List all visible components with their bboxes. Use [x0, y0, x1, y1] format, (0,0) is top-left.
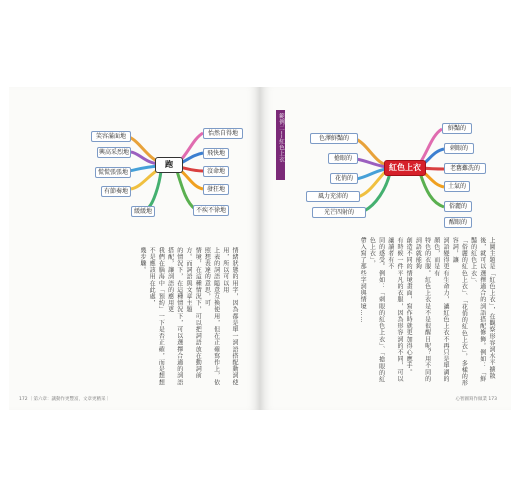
mindmap-node: 笑容滿面地	[91, 131, 131, 142]
mindmap-node: 飛快地	[203, 148, 229, 159]
mindmap-node: 不疾不徐地	[193, 205, 229, 216]
mindmap-node: 土氣的	[444, 181, 470, 192]
mindmap-node: 花俏的	[330, 173, 358, 184]
mindmap-node: 怡然自得地	[203, 128, 243, 139]
text-column: 的情況下，在這種情況下，可以選擇合適的詞語搭配，讓詞語的應用更	[166, 247, 183, 386]
text-column: 後，就可以選擇適合的詞語搭配修飾。例如：「鮮豔的紅色上衣」、	[469, 237, 486, 383]
text-column: 幾步驟。	[138, 247, 146, 274]
text-column: 上圖主題是「紅色上衣」，在觀察形容詞水平擴散	[488, 237, 495, 380]
mindmap-node: 興高采烈地	[98, 149, 129, 156]
mindmap-node: 醒眼的	[444, 217, 472, 228]
left-mindmap-center: 跑	[155, 157, 183, 173]
book-spread	[9, 87, 511, 410]
mindmap-node: 色澤鮮豔的	[310, 133, 358, 144]
mindmap-node: 發狂地	[203, 184, 229, 195]
text-column: 上表的詞語隨意互換使用，但在正確寫作上，依照想表達的意思，可	[203, 247, 220, 386]
mindmap-node: 鮮豔的	[442, 123, 472, 134]
text-column: 我們在腦海中「預約」一下是否正確，而是想想不是應該用在此處，	[148, 247, 165, 386]
text-column: 詞語變得更有生命力，讓紅色上衣不再只是單調的顏色，而是有	[432, 237, 449, 383]
right-body-text	[356, 237, 496, 387]
text-column: 特色的衣服。紅色上衣是不是很醒目呢？用不同的詞語就能夠	[414, 237, 431, 383]
text-column: 情境，在這種情況下，可以把詞語放在動詞前方。而詞語與文章主題	[184, 247, 202, 379]
text-column: 帶入寫了那些字詞與情境……	[359, 237, 367, 323]
left-mindmap	[69, 107, 249, 227]
right-mindmap	[300, 105, 500, 225]
text-column: 有時候一件平凡的衣服，因為形容詞的不同，可以讓讀者有不	[386, 237, 403, 383]
mindmap-node: 有節奏地	[101, 186, 131, 197]
text-column: 「俗麗的紅色上衣」、「花俏的紅色上衣」，多樣的形容詞，讓	[451, 237, 468, 387]
right-footer: 心智圖寫作做業 173	[455, 397, 497, 402]
left-footer: 172 ｜第六章：讓動作更豐富，文章更精采｜	[19, 397, 111, 402]
mindmap-node: 慌慌張張地	[95, 167, 131, 178]
text-column: 同的感受。例如：「刺眼的紅色上衣」、「搶眼的紅色上衣」，	[368, 237, 385, 383]
right-mindmap-center: 紅色上衣	[384, 160, 426, 176]
mindmap-node: 搶眼的	[328, 153, 358, 164]
left-body-text	[139, 247, 239, 387]
mindmap-node: 俗麗的	[444, 201, 472, 212]
mindmap-node: 刺眼的	[444, 143, 474, 154]
text-column: 情緒狀態的用字，因為都是單一詞語搭配動詞使用，所以可以用	[221, 247, 238, 386]
left-page	[9, 87, 261, 410]
mindmap-node: 光芒四射的	[312, 207, 366, 218]
mindmap-node: 風力充沛的	[306, 191, 360, 202]
text-column: 創造不同的情境畫面，寫作時就更加得心應手。	[405, 237, 413, 376]
mindmap-node: 緩緩地	[131, 206, 155, 217]
mindmap-node: 老舊難洗的	[444, 163, 486, 174]
mindmap-node: 沒命地	[203, 166, 229, 177]
right-page	[260, 87, 511, 410]
section-tab-label: 範例二──紅色上衣	[278, 113, 284, 163]
